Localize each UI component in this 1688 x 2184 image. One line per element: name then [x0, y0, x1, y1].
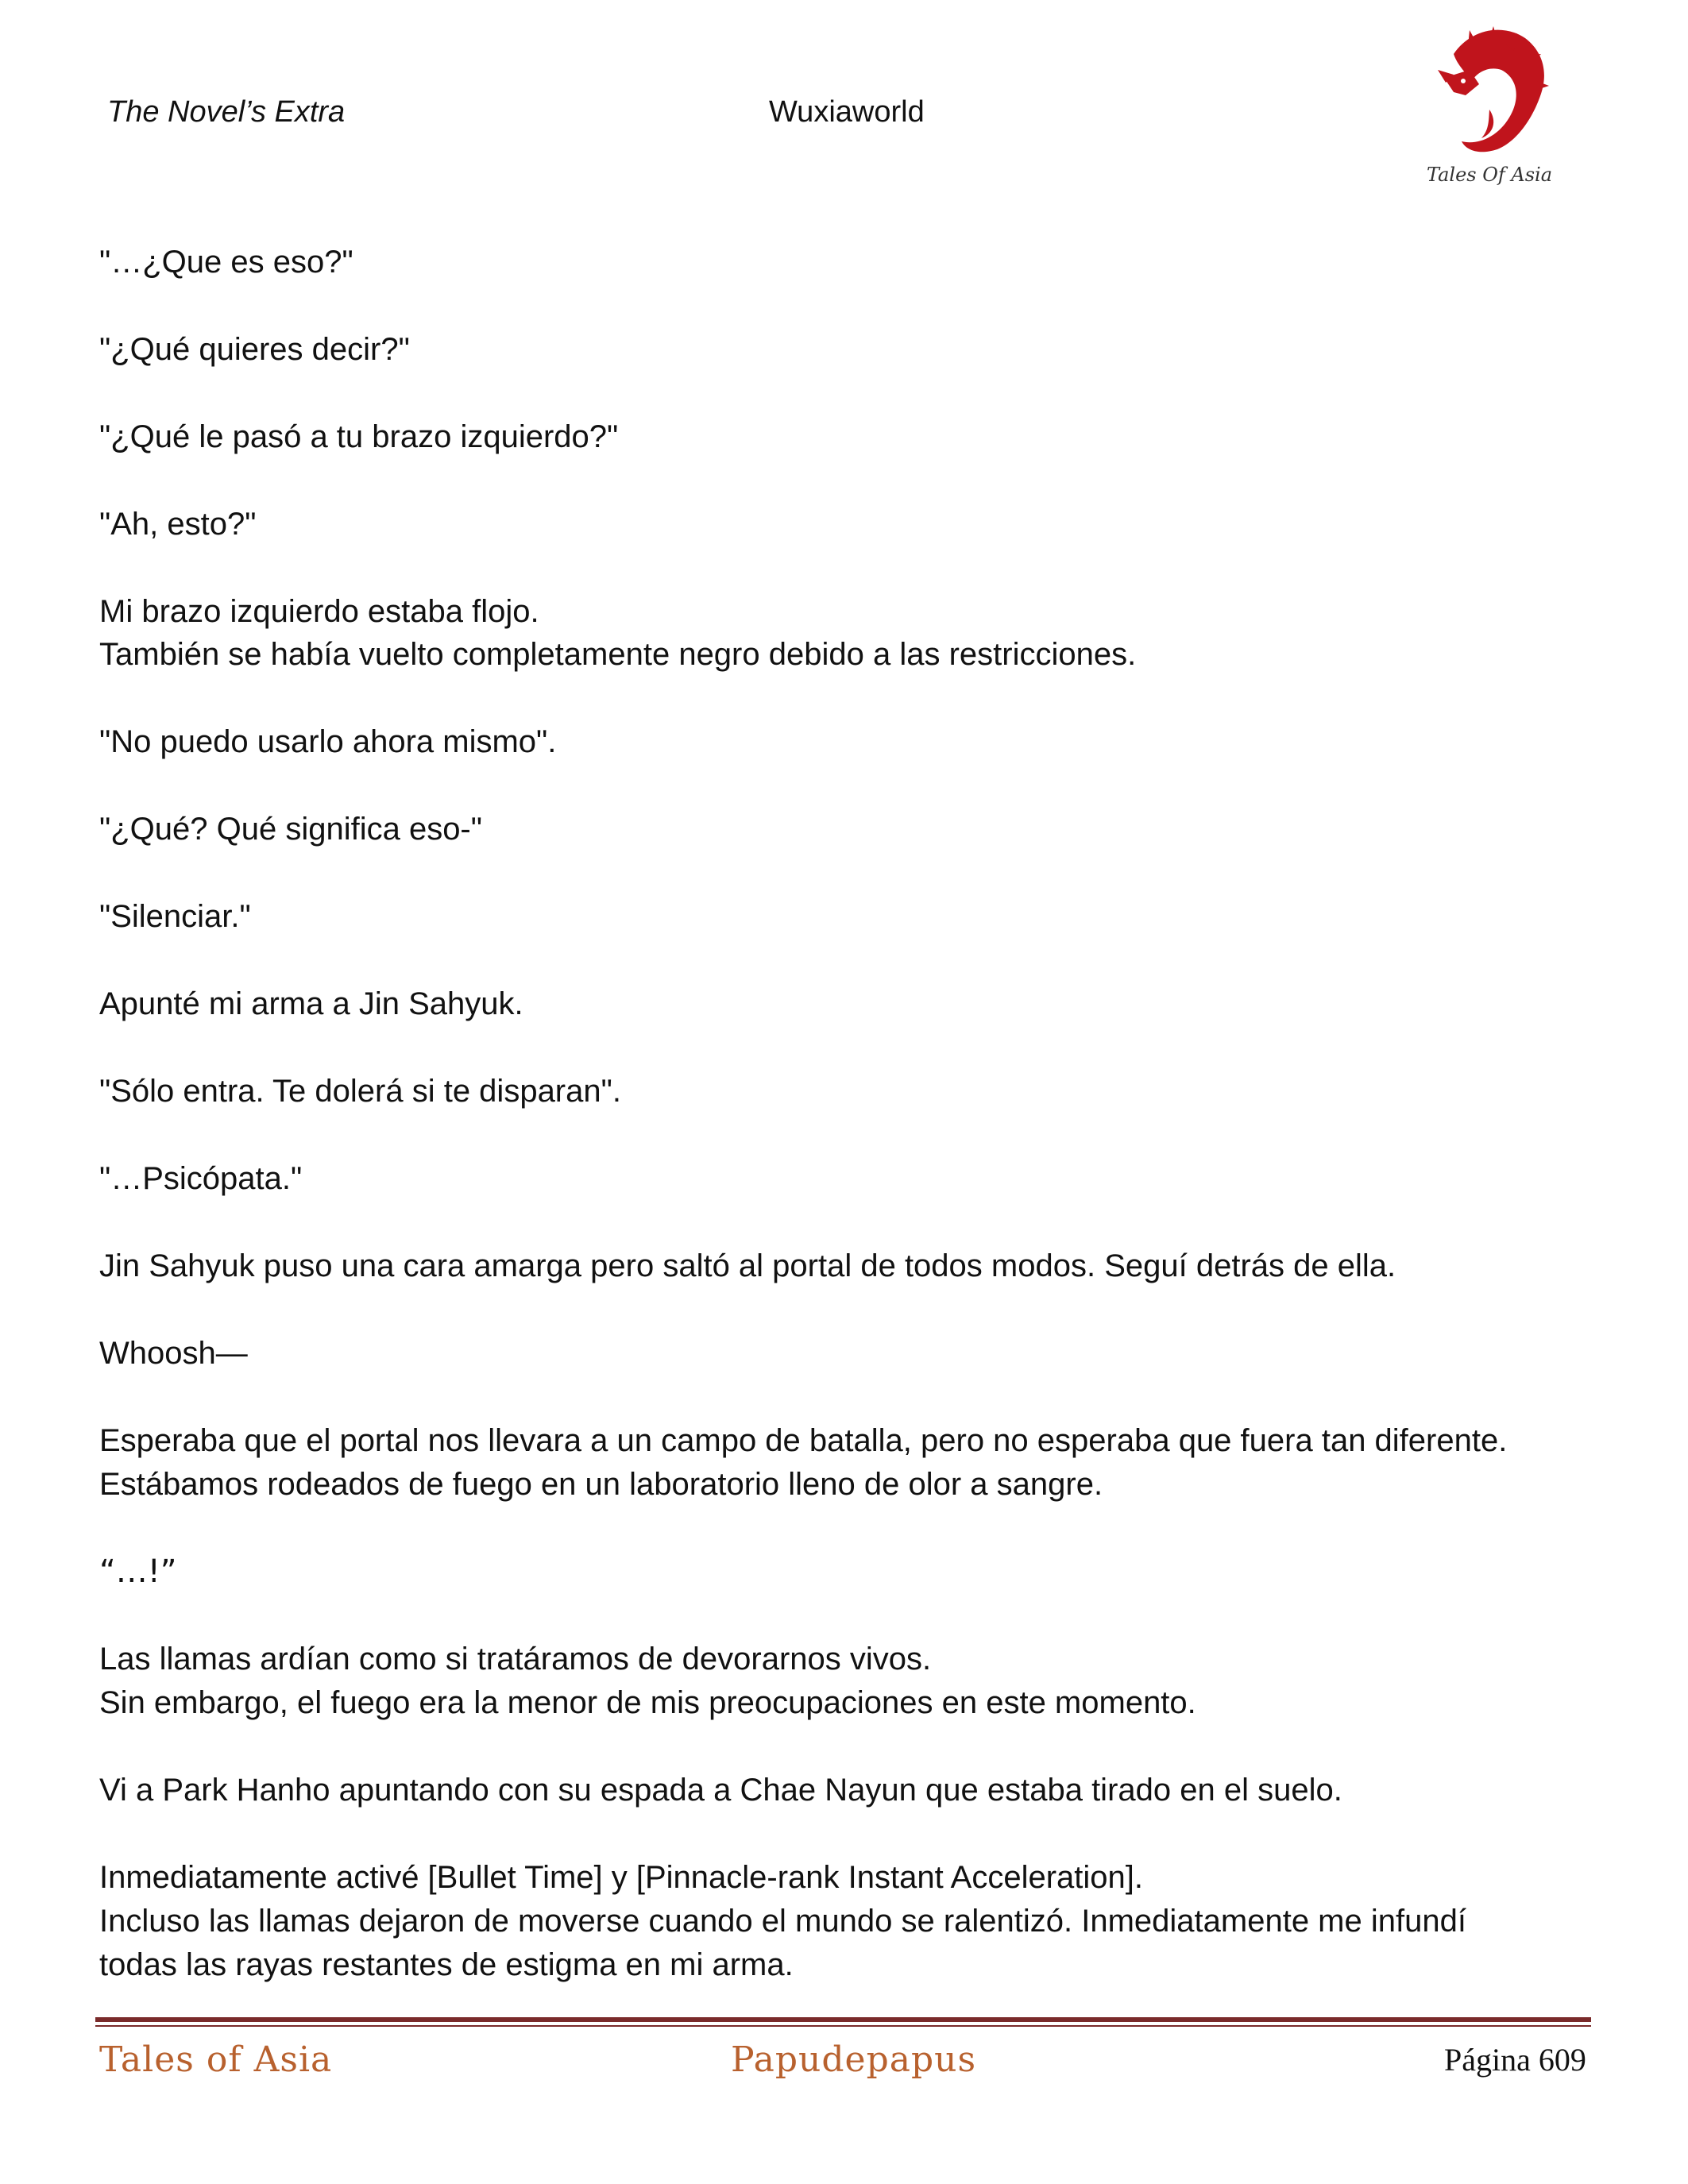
- footer-site-name: Tales of Asia: [99, 2039, 333, 2080]
- page-number: Página 609: [1444, 2042, 1586, 2078]
- paragraph-line: Vi a Park Hanho apuntando con su espada a Chae Nayun que estaba tirado en el suelo.: [99, 1773, 1342, 1808]
- footer-translator: Papudepapus: [731, 2039, 977, 2080]
- paragraph-line: También se había vuelto completamente negro debido a las restricciones.: [99, 637, 1137, 672]
- paragraph-line: "…Psicópata.": [99, 1161, 303, 1196]
- paragraph-line: Las llamas ardían como si tratáramos de devorarnos vivos.: [99, 1642, 932, 1677]
- paragraph-line: Jin Sahyuk puso una cara amarga pero saltó al portal de todos modos. Seguí detrás de ella.: [99, 1248, 1396, 1283]
- paragraph-line: Incluso las llamas dejaron de moverse cuando el mundo se ralentizó. Inmediatamente me infundí: [99, 1904, 1466, 1939]
- header-site-name: Wuxiaworld: [769, 95, 925, 129]
- paragraph-line: "¿Qué? Qué significa eso-": [99, 812, 482, 847]
- paragraph-line: "Ah, esto?": [99, 507, 257, 542]
- paragraph-line: Whoosh—: [99, 1336, 248, 1371]
- paragraph-line: Esperaba que el portal nos llevara a un campo de batalla, pero no esperaba que fuera tan diferente.: [99, 1423, 1508, 1458]
- paragraph-line: "No puedo usarlo ahora mismo".: [99, 724, 557, 759]
- footer-rule-thin: [95, 2025, 1591, 2027]
- svg-text:Tales Of Asia: Tales Of Asia: [1426, 164, 1553, 186]
- header-novel-title: The Novel’s Extra: [107, 95, 346, 129]
- paragraph-line: Inmediatamente activé [Bullet Time] y [Pinnacle-rank Instant Acceleration].: [99, 1860, 1143, 1895]
- paragraph-line: Apunté mi arma a Jin Sahyuk.: [99, 986, 523, 1021]
- paragraph-line: todas las rayas restantes de estigma en mi arma.: [99, 1947, 794, 1982]
- paragraph-line: Estábamos rodeados de fuego en un laboratorio lleno de olor a sangre.: [99, 1467, 1103, 1502]
- paragraph-line: "Silenciar.": [99, 899, 251, 934]
- paragraph-line: “…!”: [99, 1553, 177, 1590]
- paragraph-line: Sin embargo, el fuego era la menor de mis preocupaciones en este momento.: [99, 1685, 1196, 1720]
- footer-rule-thick: [95, 2017, 1591, 2022]
- paragraph-line: "…¿Que es eso?": [99, 245, 353, 280]
- paragraph-line: "¿Qué le pasó a tu brazo izquierdo?": [99, 419, 619, 454]
- paragraph-line: "Sólo entra. Te dolerá si te disparan".: [99, 1074, 621, 1109]
- paragraph-line: "¿Qué quieres decir?": [99, 332, 410, 367]
- paragraph-line: Mi brazo izquierdo estaba flojo.: [99, 594, 539, 629]
